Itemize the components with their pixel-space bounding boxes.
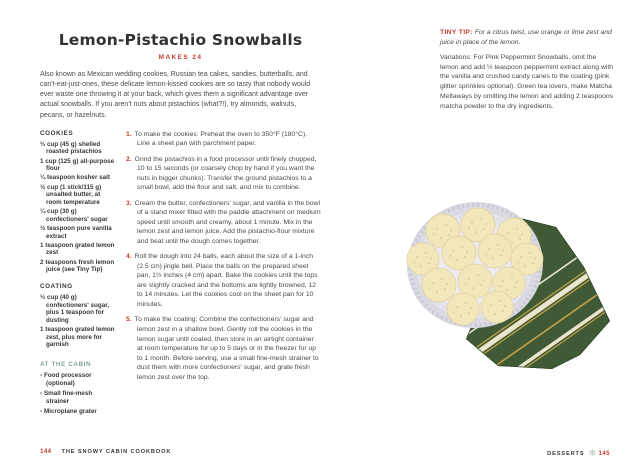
ingredient-group-header-coating: COATING [40,282,73,290]
section-label: DESSERTS [547,450,585,457]
ingredient-item: 1 teaspoon grated lemon zest [40,241,115,257]
step-text: Roll the dough into 24 balls, each about the size of a 1-inch (2.5 cm) jingle bell. Place the balls on the prepared sheet pan, 1½ inches (4 cm) apart. Bake the cookies until the tops are slightly cracked and the bottoms are lightly browned, 12 to 14 minutes. Let the cookies cool on the sheet pan for 10 minutes. [134,253,318,308]
ingredient-item: ½ teaspoon pure vanilla extract [40,224,112,240]
step-number: 4. [126,253,132,261]
step-text: Grind the pistachios in a food processor until finely chopped, 10 to 15 seconds (or coarsely chop by hand if you want the nuts in bigger chunks). Transfer the ground pistachios to a small bowl, add the flour and salt, and mix to combine. [134,155,317,192]
ingredient-item: ½ cup (1 stick/115 g) unsalted butter, at room temperature [40,183,102,206]
equipment-item: • Food processor (optional) [40,372,117,388]
ingredient-item: ⅓ cup (40 g) confectioners' sugar, plus 1 teaspoon for dusting [40,293,110,324]
tiny-tip-text: For a citrus twist, use orange or lime zest and juice in place of the lemon. [440,29,612,46]
snowflake-icon: ❄ [588,448,597,459]
left-page-number: 144 [40,448,52,455]
recipe-columns [40,130,321,419]
equipment-item: • Microplane grater [40,408,117,416]
tip-block [440,28,614,112]
equipment-header: AT THE CABIN [40,361,92,369]
right-page-number: 145 [598,450,610,457]
step-text: To make the coating: Combine the confectioners' sugar and lemon zest in a shallow bowl. Gently roll the cookies in the lemon sugar until coated, then store in an airtight container at room temperature for up to 5 days or in the freezer for up to 1 month. Before serving, use a small fine-mesh strainer to dust them with more confectioners' sugar, and grate fresh lemon zest over the top. [134,316,319,381]
variations-text: Variations: For Pink Peppermint Snowballs, omit the lemon and add ½ teaspoon peppermint extract along with the vanilla and crushed candy canes to the coating (pink glitter sprinkles optional). Green tea lovers, make Matcha Meltaways by omitting the lemon and adding 2 teaspoons matcha powder to the dry ingredients. [440,53,614,110]
recipe-step [126,315,321,382]
tiny-tip-label: TINY TIP: [440,29,473,36]
ingredient-item: 1 cup (125 g) all-purpose flour [40,157,115,173]
ingredient-group-header-cookies: COOKIES [40,129,74,137]
recipe-step [126,155,321,193]
book-title: THE SNOWY CABIN COOKBOOK [61,448,172,455]
step-number: 5. [126,316,132,324]
ingredient-item: ¼ cup (30 g) confectioners' sugar [40,208,108,223]
step-number: 3. [126,199,132,207]
ingredient-item: 1 teaspoon grated lemon zest, plus more for garnish [40,326,115,349]
ingredients-column [40,130,117,419]
right-footer [547,448,610,459]
ingredient-item: 2 teaspoons fresh lemon juice (see Tiny Tip) [40,258,115,274]
recipe-step [126,199,321,247]
snowball-plate-illustration [404,189,624,375]
recipe-step [126,130,321,149]
step-text: Cream the butter, confectioners' sugar, and vanilla in the bowl of a stand mixer fitted with the paddle attachment on medium speed until smooth and creamy, about 1 minute. Mix in the lemon zest and lemon juice. Add the pistachio-flour mixture and beat until the dough comes together. [134,199,321,245]
ingredient-item: ⅓ cup (45 g) shelled roasted pistachios [40,140,102,156]
equipment-item: • Small fine-mesh strainer [40,390,117,406]
recipe-step [126,252,321,309]
tiny-tip [440,28,614,48]
steps-column [126,130,321,419]
left-footer [40,448,171,455]
ingredient-item: ¼ teaspoon kosher salt [40,174,110,182]
recipe-yield: MAKES 24 [158,54,203,61]
step-number: 1. [126,130,132,138]
recipe-title: Lemon-Pistachio Snowballs [58,31,303,49]
step-number: 2. [126,155,132,163]
recipe-intro: Also known as Mexican wedding cookies, Russian tea cakes, sandies, butterballs, and can't-eat-just-ones, these delicate lemon-kissed cookies are so tasty that nobody would ever waste one throwing it at your back, which gives them a significant advantage over actual snowballs. If you aren't nuts about pistachios (what?!), try almonds, walnuts, pecans, or hazelnuts. [40,71,311,119]
step-text: To make the cookies: Preheat the oven to 350°F (180°C). Line a sheet pan with parchment paper. [134,130,308,148]
left-page [40,31,321,418]
